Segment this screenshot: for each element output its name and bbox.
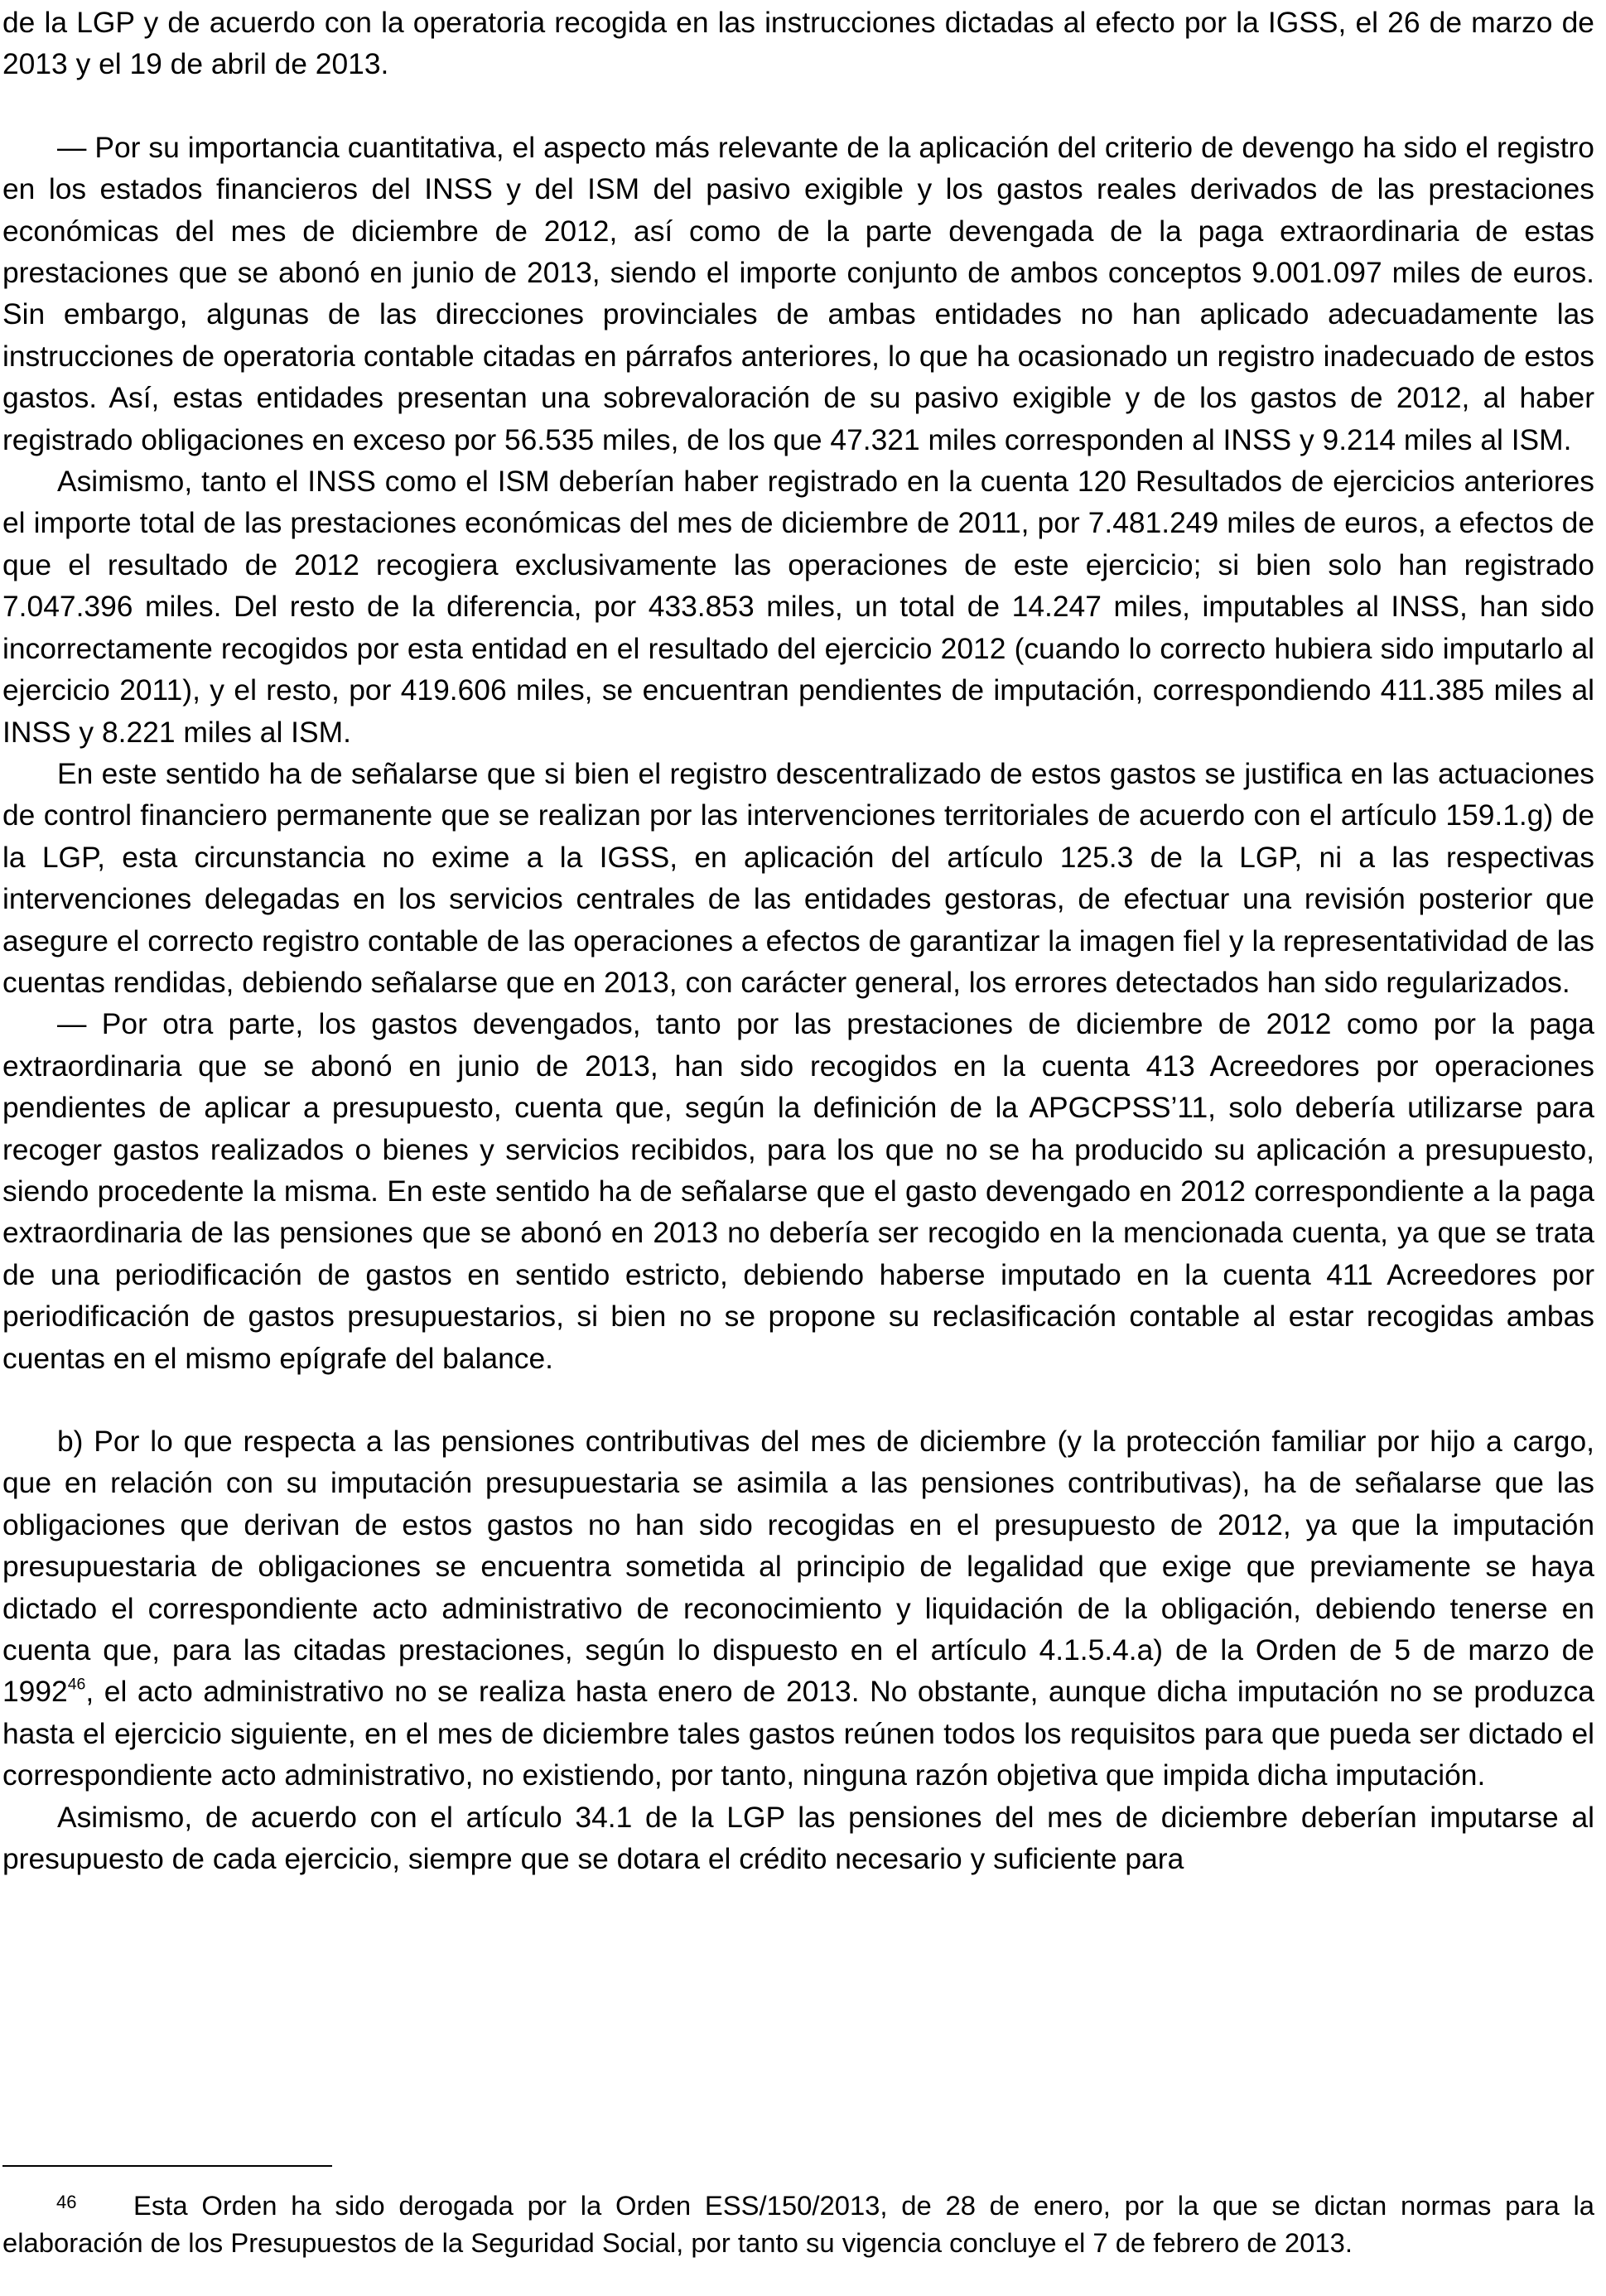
paragraph-cuenta-413: — Por otra parte, los gastos devengados, tanto por las prestaciones de diciembre de 2012 como por la paga extraordinaria que se abonó en junio de 2013, han sido recogidos en la cuenta 413 Acreedores por operaciones pendientes de aplicar a presupuesto, cuenta que, según la definición de la APGCPSS’11, solo debería utilizarse para recoger gastos realizados o bienes y servicios recibidos, para los que no se ha producido su aplicación a presupuesto, siendo procedente la misma. En este sentido ha de señalarse que el gasto devengado en 2012 correspondiente a la paga extraordinaria de las pensiones que se abonó en 2013 no debería ser recogido en la mencionada cuenta, ya que se trata de una periodificación de gastos en sentido estricto, debiendo haberse imputado en la cuenta 411 Acreedores por periodificación de gastos presupuestarios, si bien no se propone su reclasificación contable al estar recogidas ambas cuentas en el mismo epígrafe del balance. [2, 1007, 1594, 1375]
paragraph-text-after-ref: , el acto administrativo no se realiza hasta enero de 2013. No obstante, aunque dicha imputación no se produzca hasta el ejercicio siguiente, en el mes de diciembre tales gastos reúnen todos los requisitos para que pueda ser dictado el correspondiente acto administrativo, no existiendo, por tanto, ninguna razón objetiva que impida dicha imputación. [2, 1675, 1594, 1792]
footnote-divider [2, 2165, 332, 2167]
paragraph-devengo-registro: — Por su importancia cuantitativa, el aspecto más relevante de la aplicación del criterio de devengo ha sido el registro en los estados financieros del INSS y del ISM del pasivo exigible y los gastos reales derivados de las prestaciones económicas del mes de diciembre de 2012, así como de la parte devengada de la paga extraordinaria de estas prestaciones que se abonó en junio de 2013, siendo el importe conjunto de ambos conceptos 9.001.097 miles de euros. Sin embargo, algunas de las direcciones provinciales de ambas entidades no han aplicado adecuadamente las instrucciones de operatoria contable citadas en párrafos anteriores, lo que ha ocasionado un registro inadecuado de estos gastos. Así, estas entidades presentan una sobrevaloración de su pasivo exigible y de los gastos de 2012, al haber registrado obligaciones en exceso por 56.535 miles, de los que 47.321 miles corresponden al INSS y 9.214 miles al ISM. [2, 130, 1594, 456]
paragraph-articulo-34: Asimismo, de acuerdo con el artículo 34.1 de la LGP las pensiones del mes de diciembre deberían imputarse al presupuesto de cada ejercicio, siempre que se dotara el crédito necesario y suficiente para [2, 1800, 1594, 1876]
paragraph-pensiones-contributivas [2, 1421, 1594, 1797]
body-text [2, 2, 1594, 1879]
paragraph-cuenta-120: Asimismo, tanto el INSS como el ISM deberían haber registrado en la cuenta 120 Resultados de ejercicios anteriores el importe total de las prestaciones económicas del mes de diciembre de 2011, por 7.481.249 miles de euros, a efectos de que el resultado de 2012 recogiera exclusivamente las operaciones de este ejercicio; si bien solo han registrado 7.047.396 miles. Del resto de la diferencia, por 433.853 miles, un total de 14.247 miles, imputables al INSS, han sido incorrectamente recogidos por esta entidad en el resultado del ejercicio 2012 (cuando lo correcto hubiera sido imputarlo al ejercicio 2011), y el resto, por 419.606 miles, se encuentran pendientes de imputación, correspondiendo 411.385 miles al INSS y 8.221 miles al ISM. [2, 465, 1594, 749]
paragraph-continuation: de la LGP y de acuerdo con la operatoria recogida en las instrucciones dictadas al efecto por la IGSS, el 26 de marzo de 2013 y el 19 de abril de 2013. [2, 6, 1594, 81]
footnote-number: 46 [56, 2192, 77, 2212]
footnote-reference[interactable]: 46 [67, 1675, 86, 1694]
paragraph-control-financiero: En este sentido ha de señalarse que si bien el registro descentralizado de estos gastos se justifica en las actuaciones de control financiero permanente que se realizan por las intervenciones territoriales de acuerdo con el artículo 159.1.g) de la LGP, esta circunstancia no exime a la IGSS, en aplicación del artículo 125.3 de la LGP, ni a las respectivas intervenciones delegadas en los servicios centrales de las entidades gestoras, de efectuar una revisión posterior que asegure el correcto registro contable de las operaciones a efectos de garantizar la imagen fiel y la representatividad de las cuentas rendidas, debiendo señalarse que en 2013, con carácter general, los errores detectados han sido regularizados. [2, 756, 1594, 999]
footnote [2, 2183, 1594, 2261]
paragraph-text-before-ref: b) Por lo que respecta a las pensiones contributivas del mes de diciembre (y la protección familiar por hijo a cargo, que en relación con su imputación presupuestaria se asimila a las pensiones contributivas), ha de señalarse que las obligaciones que derivan de estos gastos no han sido recogidas en el presupuesto de 2012, ya que la imputación presupuestaria de obligaciones se encuentra sometida al principio de legalidad que exige que previamente se haya dictado el correspondiente acto administrativo de reconocimiento y liquidación de la obligación, debiendo tenerse en cuenta que, para las citadas prestaciones, según lo dispuesto en el artículo 4.1.5.4.a) de la Orden de 5 de marzo de 1992 [2, 1425, 1594, 1709]
footnote-text: Esta Orden ha sido derogada por la Orden ESS/150/2013, de 28 de enero, por la que se dictan normas para la elaboración de los Presupuestos de la Seguridad Social, por tanto su vigencia concluye el 7 de febrero de 2013. [2, 2190, 1594, 2258]
